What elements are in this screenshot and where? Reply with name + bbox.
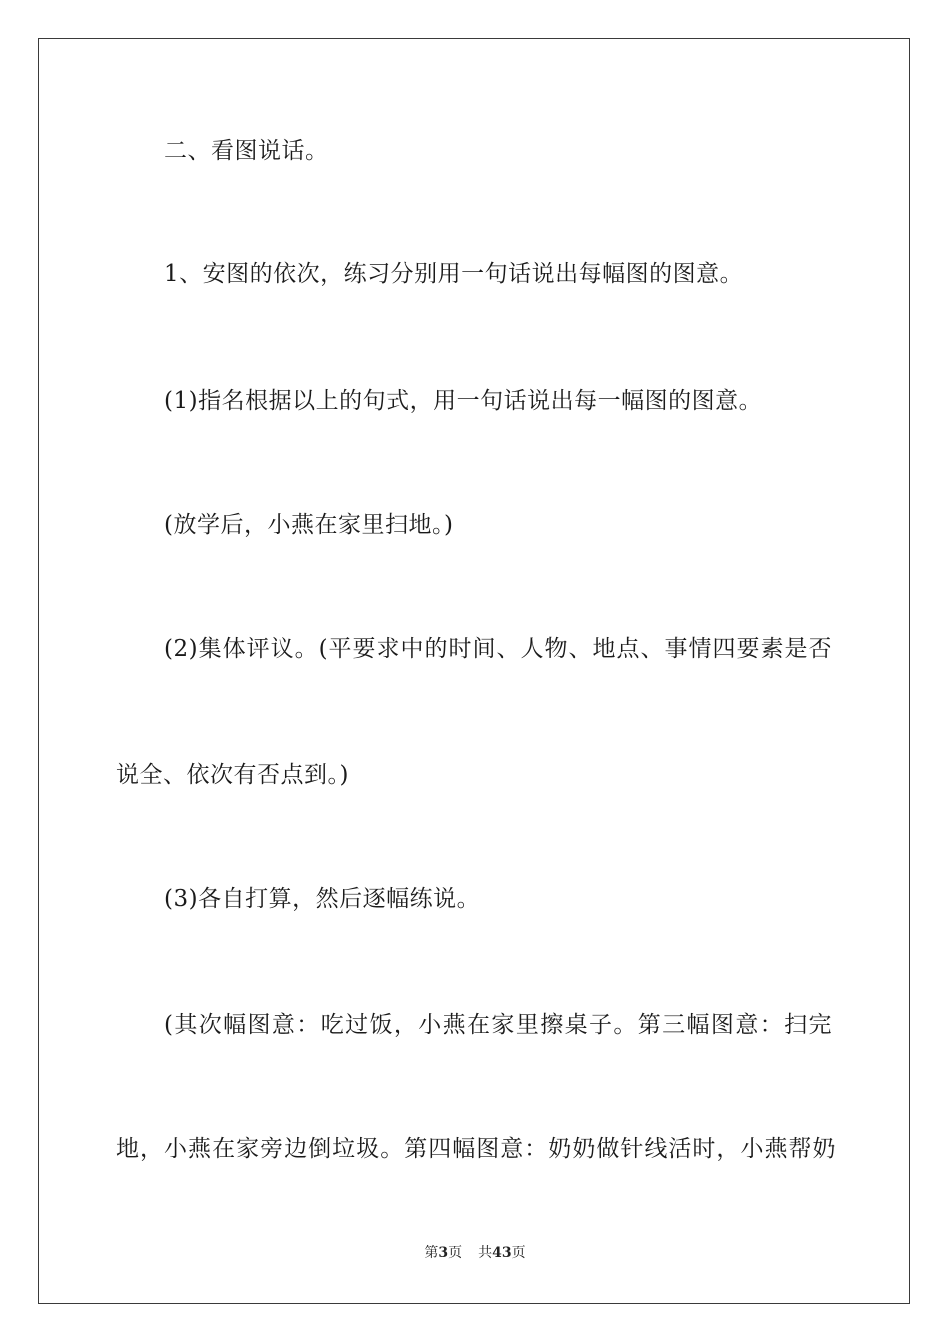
paragraph-line: (放学后，小燕在家里扫地。) [164,512,454,538]
page-footer [0,1244,950,1262]
section-heading: 二、看图说话。 [164,138,329,164]
footer-total-prefix: 共 [478,1245,493,1261]
footer-page-unit: 页 [448,1245,463,1261]
footer-page-number: 3 [438,1245,449,1261]
paragraph-line: (2)集体评议。(平要求中的时间、人物、地点、事情四要素是否 [164,636,832,662]
footer-total-unit: 页 [511,1245,526,1261]
paragraph-line: 地，小燕在家旁边倒垃圾。第四幅图意：奶奶做针线活时，小燕帮奶 [116,1136,836,1162]
paragraph-line: 1、安图的依次，练习分别用一句话说出每幅图的图意。 [164,261,744,287]
footer-page-prefix: 第 [424,1245,439,1261]
paragraph-line: (1)指名根据以上的句式，用一句话说出每一幅图的图意。 [164,388,763,414]
page-border [38,38,910,1304]
paragraph-line: (其次幅图意：吃过饭，小燕在家里擦桌子。第三幅图意：扫完 [164,1012,832,1038]
paragraph-line: (3)各自打算，然后逐幅练说。 [164,886,481,912]
footer-total-pages: 43 [492,1245,512,1261]
paragraph-line: 说全、依次有否点到。) [116,762,349,788]
